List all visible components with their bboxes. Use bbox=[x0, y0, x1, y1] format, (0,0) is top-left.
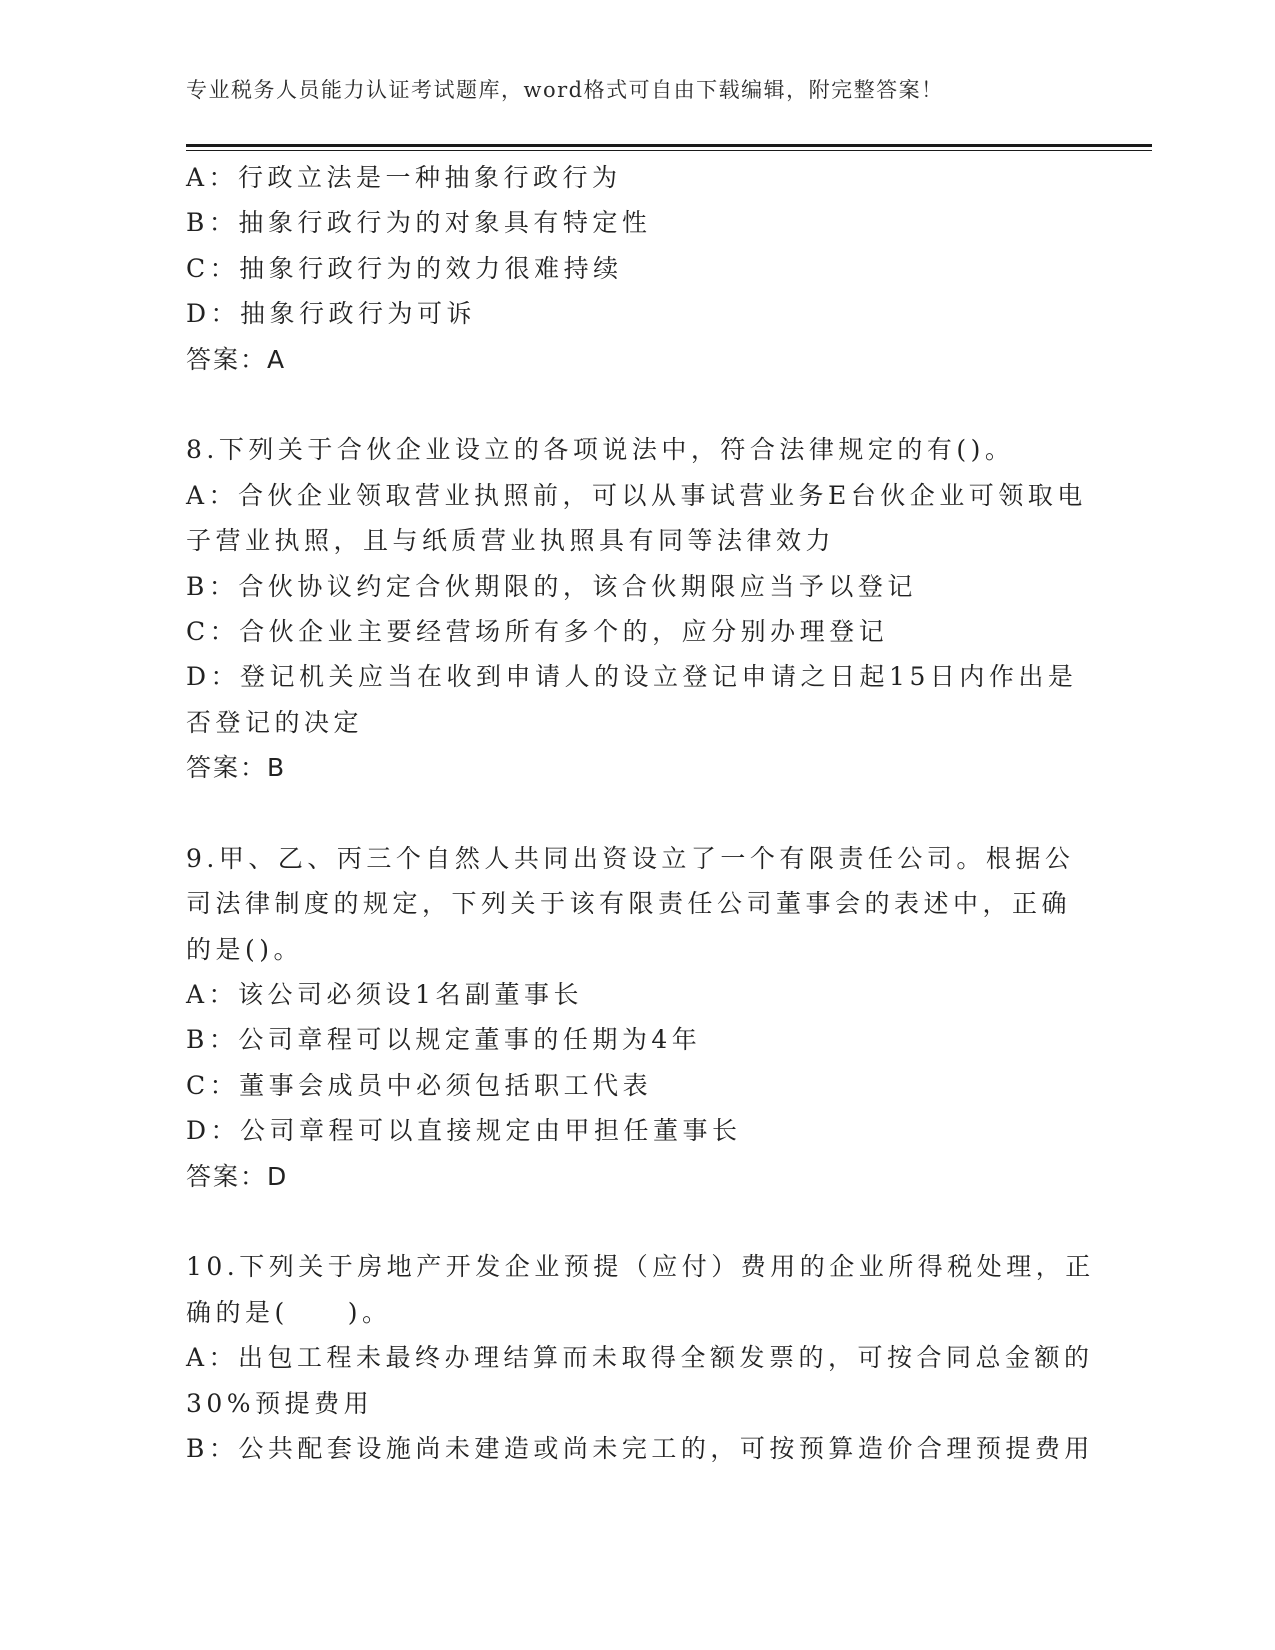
option-7b: B：抽象行政行为的对象具有特定性 bbox=[186, 208, 652, 238]
option-8b: B：合伙协议约定合伙期限的，该合伙期限应当予以登记 bbox=[186, 571, 917, 601]
spacer bbox=[186, 382, 1076, 427]
option-9d: D：公司章程可以直接规定由甲担任董事长 bbox=[186, 1116, 742, 1146]
option-9c: C：董事会成员中必须包括职工代表 bbox=[186, 1070, 653, 1100]
question-9-cont: 司法律制度的规定，下列关于该有限责任公司董事会的表述中，正确 bbox=[186, 889, 1072, 919]
option-7d: D：抽象行政行为可诉 bbox=[186, 299, 477, 329]
option-7c: C：抽象行政行为的效力很难持续 bbox=[186, 253, 623, 283]
header-rule bbox=[186, 144, 1152, 147]
answer-7: 答案：A bbox=[186, 344, 287, 374]
page-header: 专业税务人员能力认证考试题库，word格式可自由下载编辑，附完整答案！ bbox=[186, 78, 944, 102]
spacer bbox=[186, 790, 1076, 835]
option-8d: D：登记机关应当在收到申请人的设立登记申请之日起15日内作出是 bbox=[186, 662, 1078, 692]
option-8a: A：合伙企业领取营业执照前，可以从事试营业务E台伙企业可领取电 bbox=[186, 480, 1087, 510]
answer-8: 答案：B bbox=[186, 753, 287, 783]
option-8c: C：合伙企业主要经营场所有多个的，应分别办理登记 bbox=[186, 616, 889, 646]
option-8a-cont: 子营业执照，且与纸质营业执照具有同等法律效力 bbox=[186, 526, 836, 556]
option-10a: A：出包工程未最终办理结算而未取得全额发票的，可按合同总金额的 bbox=[186, 1343, 1094, 1373]
header-rule-secondary bbox=[186, 150, 1152, 151]
option-8d-cont: 否登记的决定 bbox=[186, 707, 364, 737]
answer-9: 答案：D bbox=[186, 1161, 289, 1191]
option-9a: A：该公司必须设1名副董事长 bbox=[186, 980, 583, 1010]
option-7a: A：行政立法是一种抽象行政行为 bbox=[186, 163, 622, 192]
option-10a-cont: 30%预提费用 bbox=[186, 1388, 374, 1418]
option-9b: B：公司章程可以规定董事的任期为4年 bbox=[186, 1025, 702, 1055]
question-10-cont: 确的是( )。 bbox=[186, 1297, 392, 1327]
document-body bbox=[186, 155, 1095, 1471]
question-10: 10.下列关于房地产开发企业预提（应付）费用的企业所得税处理，正 bbox=[186, 1252, 1095, 1282]
question-9: 9.甲、乙、丙三个自然人共同出资设立了一个有限责任公司。根据公 bbox=[186, 843, 1075, 873]
spacer bbox=[186, 1199, 1076, 1244]
question-9-cont2: 的是()。 bbox=[186, 934, 304, 964]
option-10b: B：公共配套设施尚未建造或尚未完工的，可按预算造价合理预提费用 bbox=[186, 1433, 1094, 1463]
question-8: 8.下列关于合伙企业设立的各项说法中，符合法律规定的有()。 bbox=[186, 435, 1015, 465]
